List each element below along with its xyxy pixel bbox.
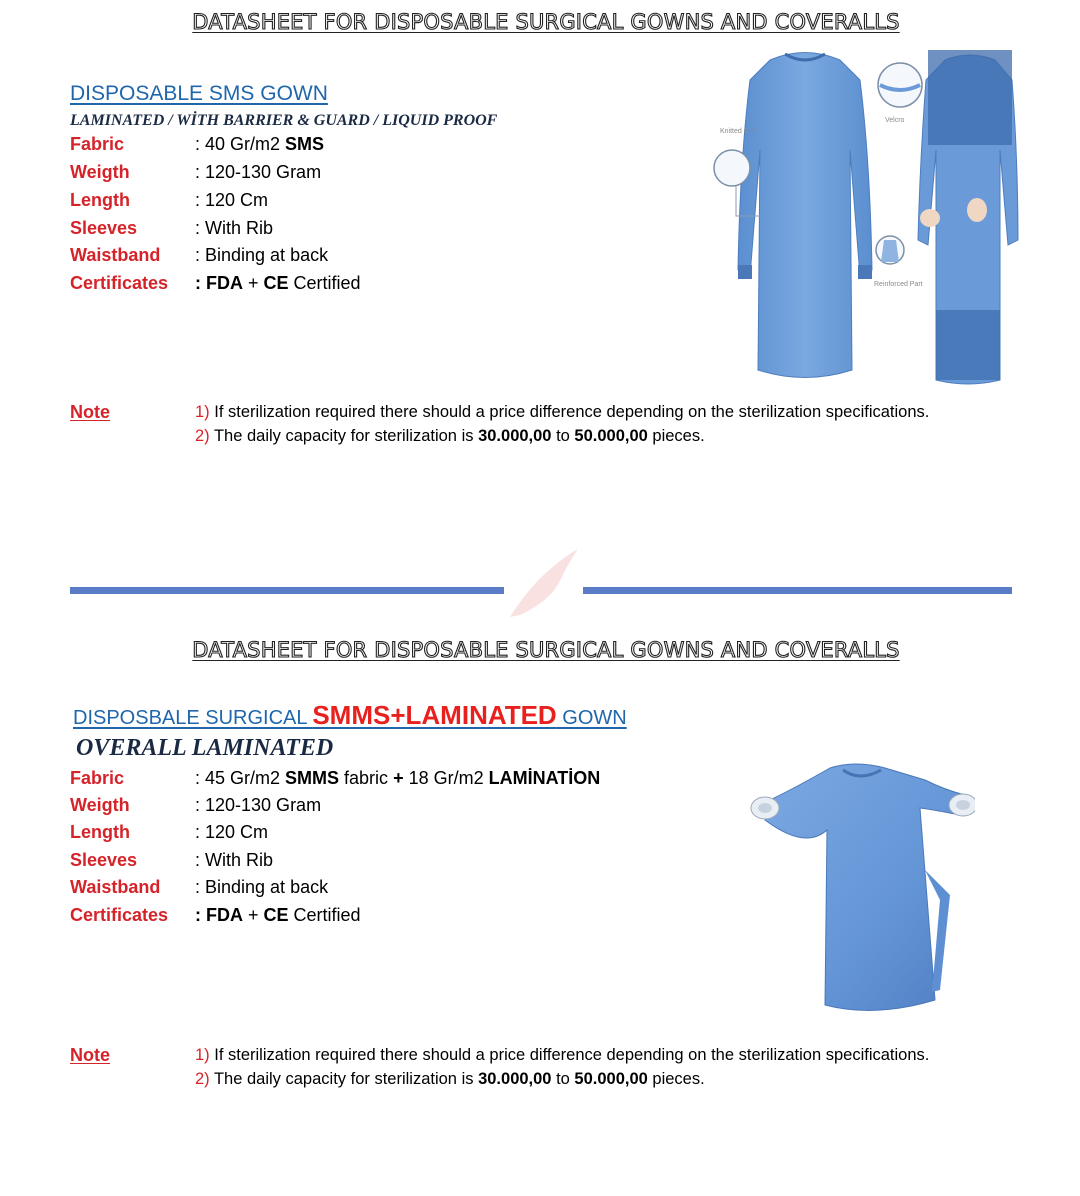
spec-label-weight: Weigth <box>70 162 130 182</box>
spec-value-weight: : 120-130 Gram <box>195 162 322 182</box>
knitted-cuff-label: Knitted Cuff <box>720 128 757 135</box>
page-title: DATASHEET FOR DISPOSABLE SURGICAL GOWNS AND COVERALLS <box>192 10 900 34</box>
spec-value-waistband: : Binding at back <box>195 245 329 265</box>
spec-label-waistband-2: Waistband <box>70 877 161 897</box>
note-line-2-2: 2) The daily capacity for sterilization is 30.000,00 to 50.000,00 pieces. <box>195 1070 705 1088</box>
velcro-label: Velcro <box>885 117 905 124</box>
watermark-logo <box>500 545 584 625</box>
spec-label-fabric: Fabric <box>70 134 125 154</box>
product-title: DISPOSABLE SMS GOWN <box>70 82 328 105</box>
spec-value-fabric: : 40 Gr/m2 SMS <box>195 134 325 154</box>
note-line-1-2: 1) If sterilization required there should a price difference depending on the sterilization specifications. <box>195 1046 930 1064</box>
spec-value-length: : 120 Cm <box>195 190 269 210</box>
spec-label-certificates-2: Certificates <box>70 905 169 925</box>
note-line-1: 1) If sterilization required there should a price difference depending on the sterilization specifications. <box>195 403 930 421</box>
section-divider-right <box>583 587 1012 594</box>
sms-gown-image <box>700 40 1020 390</box>
spec-value-certificates: : FDA + CE Certified <box>195 273 361 293</box>
spec-label-sleeves-2: Sleeves <box>70 850 138 870</box>
product-subtitle: LAMINATED / WİTH BARRIER & GUARD / LIQUID PROOF <box>70 112 498 129</box>
note-label-2: Note <box>70 1045 110 1065</box>
spec-value-sleeves: : With Rib <box>195 218 274 238</box>
spec-value-certificates-2: : FDA + CE Certified <box>195 905 361 925</box>
spec-label-waistband: Waistband <box>70 245 161 265</box>
spec-label-length-2: Length <box>70 822 130 842</box>
note-line-2: 2) The daily capacity for sterilization is 30.000,00 to 50.000,00 pieces. <box>195 427 705 445</box>
spec-value-fabric-2: : 45 Gr/m2 SMMS fabric + 18 Gr/m2 LAMİNATİON <box>195 768 601 788</box>
section-divider-left <box>70 587 504 594</box>
product-title-2: DISPOSBALE SURGICAL SMMS+LAMINATED GOWN <box>73 700 627 730</box>
spec-value-weight-2: : 120-130 Gram <box>195 795 322 815</box>
note-label: Note <box>70 402 110 422</box>
reinforced-part-label: Reinforced Part <box>874 281 923 288</box>
spec-value-waistband-2: : Binding at back <box>195 877 329 897</box>
spec-label-weight-2: Weigth <box>70 795 130 815</box>
product-subtitle-2: OVERALL LAMINATED <box>76 735 334 761</box>
page-title-2: DATASHEET FOR DISPOSABLE SURGICAL GOWNS AND COVERALLS <box>192 638 900 662</box>
spec-value-sleeves-2: : With Rib <box>195 850 274 870</box>
spec-value-length-2: : 120 Cm <box>195 822 269 842</box>
spec-label-certificates: Certificates <box>70 273 169 293</box>
smms-laminated-gown-image <box>735 760 975 1020</box>
spec-label-sleeves: Sleeves <box>70 218 138 238</box>
spec-label-fabric-2: Fabric <box>70 768 125 788</box>
spec-label-length: Length <box>70 190 130 210</box>
